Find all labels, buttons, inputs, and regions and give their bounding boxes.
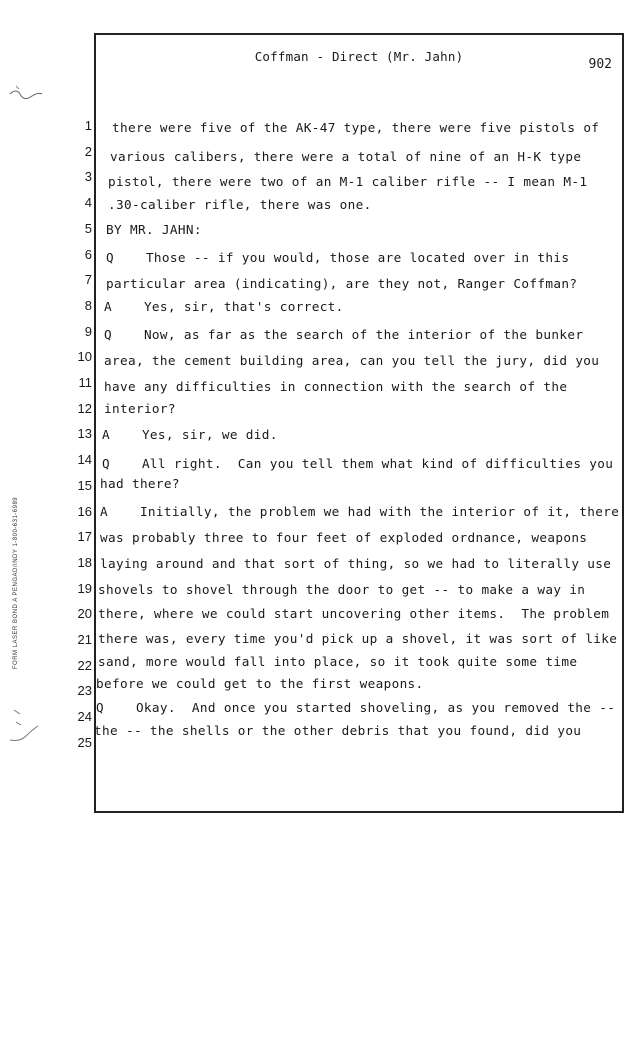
- transcript-line: had there?: [100, 475, 180, 491]
- line-number: 9: [84, 323, 92, 339]
- line-number: 21: [77, 632, 92, 647]
- line-number: 12: [77, 400, 92, 416]
- line-number: 22: [77, 657, 92, 673]
- scribble-mark-top: [6, 82, 46, 112]
- page-number: 902: [588, 57, 612, 72]
- line-number: 7: [84, 272, 92, 288]
- transcript-line: A Initially, the problem we had with the interior of it, there: [100, 503, 620, 519]
- transcript-line: sand, more would fall into place, so it took quite some time: [98, 653, 578, 669]
- transcript-line: the -- the shells or the other debris that you found, did you: [94, 722, 582, 738]
- line-number: 6: [84, 246, 92, 262]
- line-number: 4: [84, 195, 92, 211]
- line-number: 10: [77, 349, 92, 365]
- transcript-line: have any difficulties in connection with the search of the: [104, 379, 568, 394]
- line-number: 16: [77, 503, 92, 519]
- transcript-line: pistol, there were two of an M-1 caliber rifle -- I mean M-1: [108, 174, 588, 190]
- line-number: 23: [77, 683, 92, 699]
- line-number: 5: [84, 220, 92, 236]
- transcript-line: before we could get to the first weapons.: [96, 676, 424, 692]
- line-number: 15: [77, 477, 92, 493]
- line-number: 11: [78, 375, 92, 390]
- transcript-line: there was, every time you'd pick up a shovel, it was sort of like: [98, 631, 618, 646]
- transcript-line: Q Those -- if you would, those are located over in this: [106, 249, 570, 265]
- transcript-line: area, the cement building area, can you tell the jury, did you: [104, 353, 600, 369]
- transcript-line: various calibers, there were a total of nine of an H-K type: [110, 148, 582, 164]
- line-number: 25: [77, 734, 92, 750]
- line-number: 20: [77, 606, 92, 622]
- line-number: 19: [77, 580, 92, 596]
- transcript-line: was probably three to four feet of exploded ordnance, weapons: [100, 530, 588, 546]
- transcript-line: .30-caliber rifle, there was one.: [108, 197, 372, 213]
- line-number: 1: [84, 118, 92, 133]
- line-number: 18: [77, 554, 92, 570]
- transcript-line: BY MR. JAHN:: [106, 221, 202, 237]
- transcript-line: Q Now, as far as the search of the interior of the bunker: [104, 326, 584, 342]
- transcript-line: Q Okay. And once you started shoveling, as you removed the --: [96, 700, 616, 716]
- line-number: 24: [77, 709, 92, 725]
- transcript-line: shovels to shovel through the door to get -- to make a way in: [98, 581, 586, 597]
- line-number: 13: [77, 426, 92, 442]
- margin-form-text: FORM LASER BOND A PENGAD/INDY 1-800-631-6989: [13, 496, 20, 670]
- transcript-line: A Yes, sir, that's correct.: [104, 298, 344, 314]
- transcript-line: A Yes, sir, we did.: [102, 427, 278, 443]
- scribble-mark-bottom: [6, 704, 46, 748]
- transcript-line: there were five of the AK-47 type, there were five pistols of: [112, 120, 600, 135]
- transcript-line: there, where we could start uncovering other items. The problem: [98, 606, 610, 622]
- line-number: 8: [84, 297, 92, 313]
- transcript-line: particular area (indicating), are they not, Ranger Coffman?: [106, 276, 578, 292]
- line-number: 14: [77, 452, 92, 468]
- transcript-line: laying around and that sort of thing, so we had to literally use: [100, 555, 612, 571]
- transcript-line: Q All right. Can you tell them what kind of difficulties you: [102, 456, 614, 472]
- page-header: Coffman - Direct (Mr. Jahn): [254, 49, 464, 64]
- line-number: 3: [84, 169, 92, 185]
- transcript-line: interior?: [104, 400, 176, 416]
- line-number: 2: [84, 143, 92, 159]
- line-number: 17: [77, 529, 92, 545]
